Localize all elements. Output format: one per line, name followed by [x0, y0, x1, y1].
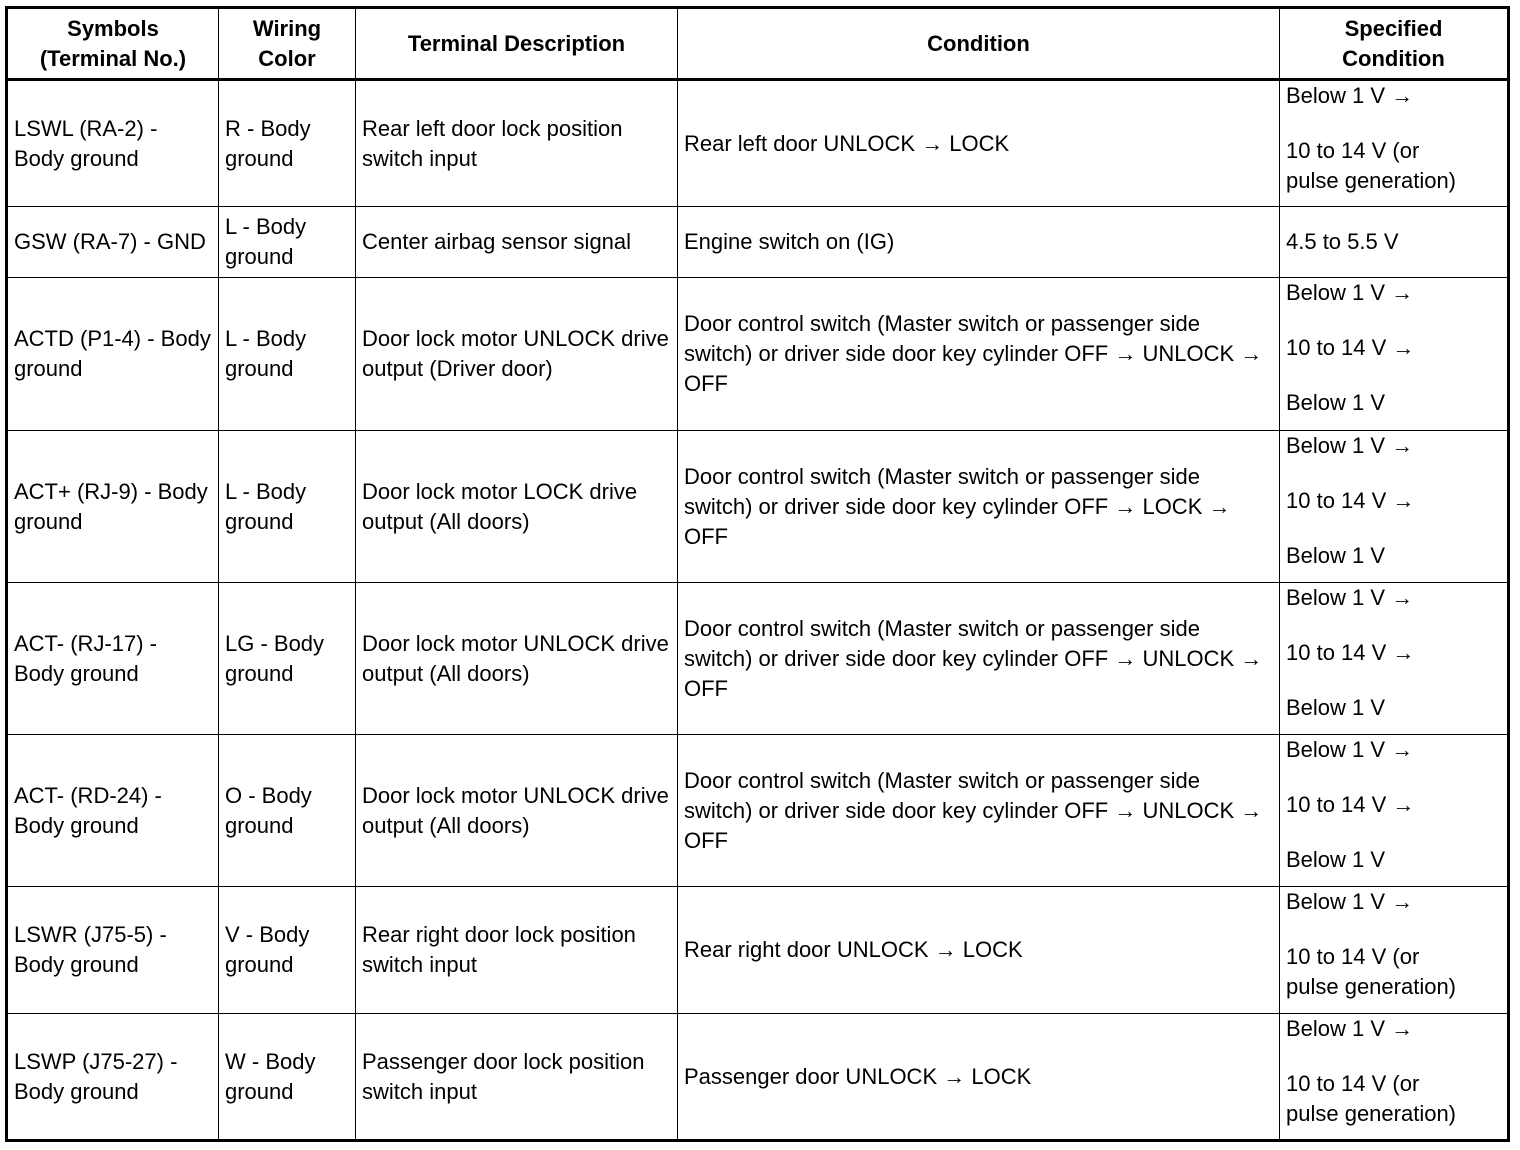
spec-line: Below 1 V → — [1286, 889, 1414, 914]
cell-specified-condition — [1280, 735, 1509, 887]
spec-line: pulse generation) — [1286, 974, 1457, 999]
terminal-table — [5, 6, 1510, 1142]
cell-condition: Rear right door UNLOCK → LOCK — [678, 887, 1280, 1014]
cell-terminal-description: Rear right door lock position switch input — [356, 887, 678, 1014]
header-condition: Condition — [678, 8, 1280, 80]
header-wiring-color: Wiring Color — [219, 8, 356, 80]
cell-wiring-color: L - Body ground — [219, 278, 356, 431]
cell-specified-condition — [1280, 583, 1509, 735]
cell-terminal-description: Rear left door lock position switch input — [356, 80, 678, 207]
table-row — [7, 278, 1509, 431]
cell-condition: Passenger door UNLOCK → LOCK — [678, 1014, 1280, 1141]
cell-specified-condition — [1280, 80, 1509, 207]
cell-wiring-color: LG - Body ground — [219, 583, 356, 735]
cell-symbol: GSW (RA-7) - GND — [7, 207, 219, 278]
cell-specified-condition — [1280, 431, 1509, 583]
spec-line: Below 1 V → — [1286, 1016, 1414, 1041]
cell-wiring-color: W - Body ground — [219, 1014, 356, 1141]
table-row — [7, 1014, 1509, 1141]
cell-condition: Door control switch (Master switch or passenger side switch) or driver side door key cylinder OFF → LOCK → OFF — [678, 431, 1280, 583]
cell-specified-condition — [1280, 207, 1509, 278]
cell-condition: Rear left door UNLOCK → LOCK — [678, 80, 1280, 207]
cell-wiring-color: L - Body ground — [219, 431, 356, 583]
cell-specified-condition — [1280, 887, 1509, 1014]
cell-terminal-description: Door lock motor UNLOCK drive output (All doors) — [356, 735, 678, 887]
spec-line: Below 1 V — [1286, 390, 1386, 415]
spec-line: Below 1 V → — [1286, 83, 1414, 108]
cell-terminal-description: Door lock motor LOCK drive output (All doors) — [356, 431, 678, 583]
spec-line: Below 1 V → — [1286, 585, 1414, 610]
cell-symbol: ACT- (RD-24) - Body ground — [7, 735, 219, 887]
cell-symbol: LSWL (RA-2) - Body ground — [7, 80, 219, 207]
cell-wiring-color: O - Body ground — [219, 735, 356, 887]
table-row — [7, 583, 1509, 735]
cell-condition: Door control switch (Master switch or passenger side switch) or driver side door key cylinder OFF → UNLOCK → OFF — [678, 278, 1280, 431]
cell-terminal-description: Center airbag sensor signal — [356, 207, 678, 278]
cell-symbol: LSWP (J75-27) - Body ground — [7, 1014, 219, 1141]
cell-specified-condition — [1280, 1014, 1509, 1141]
spec-line: pulse generation) — [1286, 168, 1457, 193]
cell-terminal-description: Door lock motor UNLOCK drive output (Driver door) — [356, 278, 678, 431]
cell-terminal-description: Passenger door lock position switch input — [356, 1014, 678, 1141]
table-row — [7, 887, 1509, 1014]
spec-line: 10 to 14 V → — [1286, 792, 1415, 817]
spec-line: 10 to 14 V (or — [1286, 138, 1420, 163]
table-row — [7, 207, 1509, 278]
cell-condition: Door control switch (Master switch or passenger side switch) or driver side door key cylinder OFF → UNLOCK → OFF — [678, 735, 1280, 887]
cell-wiring-color: L - Body ground — [219, 207, 356, 278]
spec-line: Below 1 V — [1286, 695, 1386, 720]
spec-line: Below 1 V → — [1286, 433, 1414, 458]
table-row — [7, 80, 1509, 207]
spec-line: Below 1 V — [1286, 543, 1386, 568]
spec-line: 10 to 14 V (or — [1286, 1071, 1420, 1096]
spec-line: pulse generation) — [1286, 1101, 1457, 1126]
header-specified-condition: Specified Condition — [1280, 8, 1509, 80]
spec-line: Below 1 V — [1286, 847, 1386, 872]
spec-line: 10 to 14 V (or — [1286, 944, 1420, 969]
header-symbols: Symbols (Terminal No.) — [7, 8, 219, 80]
header-terminal-description: Terminal Description — [356, 8, 678, 80]
header-row — [7, 8, 1509, 80]
spec-line: 10 to 14 V → — [1286, 488, 1415, 513]
cell-symbol: LSWR (J75-5) - Body ground — [7, 887, 219, 1014]
cell-condition: Engine switch on (IG) — [678, 207, 1280, 278]
cell-wiring-color: R - Body ground — [219, 80, 356, 207]
cell-condition: Door control switch (Master switch or passenger side switch) or driver side door key cylinder OFF → UNLOCK → OFF — [678, 583, 1280, 735]
cell-symbol: ACT- (RJ-17) - Body ground — [7, 583, 219, 735]
cell-specified-condition — [1280, 278, 1509, 431]
cell-wiring-color: V - Body ground — [219, 887, 356, 1014]
spec-line: Below 1 V → — [1286, 737, 1414, 762]
cell-symbol: ACTD (P1-4) - Body ground — [7, 278, 219, 431]
spec-line: 10 to 14 V → — [1286, 335, 1415, 360]
table-row — [7, 431, 1509, 583]
spec-line: Below 1 V → — [1286, 280, 1414, 305]
spec-line: 4.5 to 5.5 V — [1286, 229, 1399, 254]
cell-terminal-description: Door lock motor UNLOCK drive output (All doors) — [356, 583, 678, 735]
spec-line: 10 to 14 V → — [1286, 640, 1415, 665]
table-row — [7, 735, 1509, 887]
cell-symbol: ACT+ (RJ-9) - Body ground — [7, 431, 219, 583]
table-body — [7, 80, 1509, 1141]
